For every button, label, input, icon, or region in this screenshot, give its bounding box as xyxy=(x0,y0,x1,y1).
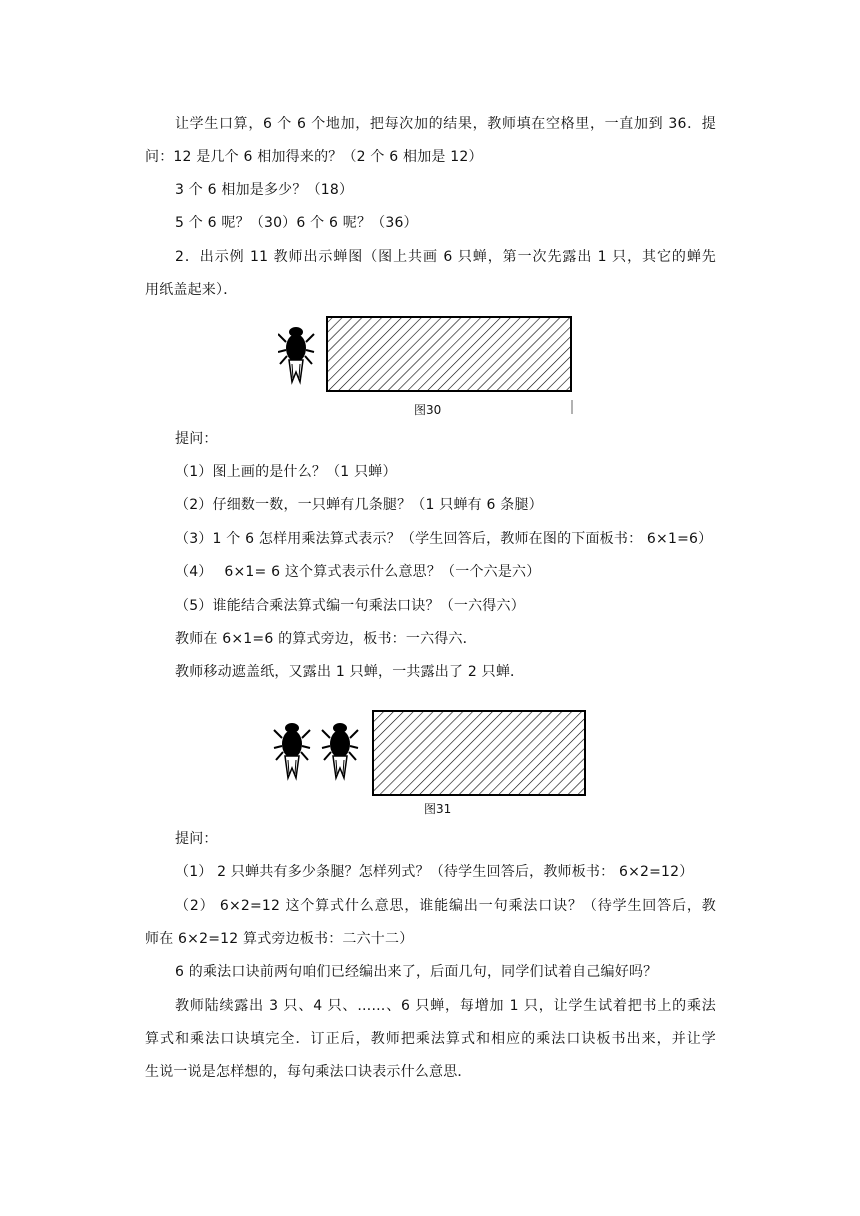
paragraph-line: （1）图上画的是什么？（1 只蝉） xyxy=(175,464,397,480)
figure-30 xyxy=(278,312,578,422)
paragraph-line: 让学生口算，6 个 6 个地加，把每次加的结果，教师填在空格里，一直加到 36．提 xyxy=(175,116,716,132)
paragraph-line: （2） 6×2=12 这个算式什么意思，谁能编出一句乘法口诀？（待学生回答后，教 xyxy=(175,898,716,914)
figure-31 xyxy=(270,706,590,820)
paragraph-line: （5）谁能结合乘法算式编一句乘法口诀？（一六得六） xyxy=(175,598,525,614)
paragraph-line: 提问： xyxy=(175,831,218,847)
paragraph-line: 6 的乘法口诀前两句咱们已经编出来了，后面几句，同学们试着自己编好吗？ xyxy=(175,964,658,980)
paragraph-line: （2）仔细数一数，一只蝉有几条腿？（1 只蝉有 6 条腿） xyxy=(175,497,543,513)
figure-caption: 图31 xyxy=(424,802,452,816)
cicada-icon xyxy=(274,723,310,778)
paragraph-line: 生说一说是怎样想的，每句乘法口诀表示什么意思． xyxy=(145,1064,472,1080)
cicada-icon xyxy=(322,723,358,778)
paragraph-line: 3 个 6 相加是多少？（18） xyxy=(175,182,354,198)
paragraph-line: 师在 6×2=12 算式旁边板书：二六十二） xyxy=(145,931,414,947)
paragraph-line: 问：12 是几个 6 相加得来的？（2 个 6 相加是 12） xyxy=(145,149,483,165)
paragraph-line: （3）1 个 6 怎样用乘法算式表示？（学生回答后，教师在图的下面板书： 6×1=6） xyxy=(175,531,713,547)
paragraph-line: 教师移动遮盖纸，又露出 1 只蝉，一共露出了 2 只蝉． xyxy=(175,664,525,680)
paragraph-line: 算式和乘法口诀填完全．订正后，教师把乘法算式和相应的乘法口诀板书出来，并让学 xyxy=(145,1031,716,1047)
paragraph-line: 用纸盖起来）． xyxy=(145,282,238,298)
paragraph-line: 提问： xyxy=(175,431,218,447)
figure-caption: 图30 xyxy=(414,403,442,417)
paragraph-line: 5 个 6 呢？（30）6 个 6 呢？（36） xyxy=(175,215,418,231)
paragraph-line: 教师陆续露出 3 只、4 只、……、6 只蝉，每增加 1 只，让学生试着把书上的乘法 xyxy=(175,998,716,1014)
cicada-icon xyxy=(278,327,314,382)
paragraph-line: 教师在 6×1=6 的算式旁边，板书：一六得六． xyxy=(175,631,477,647)
paragraph-line: 2．出示例 11 教师出示蝉图（图上共画 6 只蝉，第一次先露出 1 只，其它的蝉先 xyxy=(175,249,716,265)
cover-paper-rect xyxy=(373,711,585,795)
paragraph-line: （1） 2 只蝉共有多少条腿？怎样列式？（待学生回答后，教师板书： 6×2=12） xyxy=(175,864,694,880)
cover-paper-rect xyxy=(327,317,571,391)
paragraph-line: （4） 6×1= 6 这个算式表示什么意思？（一个六是六） xyxy=(175,564,541,580)
